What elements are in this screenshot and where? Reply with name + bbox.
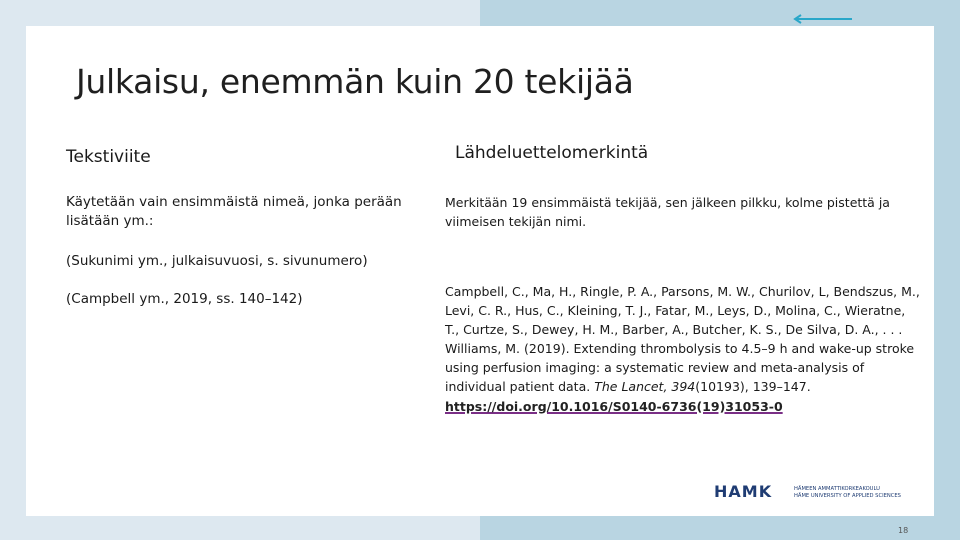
page-number: 18 (898, 526, 909, 535)
in-text-example: (Campbell ym., 2019, ss. 140–142) (66, 291, 303, 307)
in-text-citation-heading: Tekstiviite (66, 147, 151, 167)
logo-brand: HAMK (714, 483, 773, 499)
reference-entry (445, 282, 923, 416)
reference-text: Campbell, C., Ma, H., Ringle, P. A., Parsons, M. W., Churilov, L, Bendszus, M., Levi, C. R., Hus, C., Kleining, T. J., Fatar, M., Leys, D., Molina, C., Wieratne, T., Curtze, S., Dewey, H. M., Barber, A., Butcher, K. S., De Silva, D. A., . . . Williams, M. (2019). Extending thrombolysis to 4.5–9 h and wake-up stroke using perfusion imaging: a systematic review and meta-analysis of individual patient data. (445, 284, 920, 395)
reference-journal: The Lancet, 394 (594, 379, 696, 395)
reference-instruction: Merkitään 19 ensimmäistä tekijää, sen jälkeen pilkku, kolme pistettä ja viimeisen tekijän nimi. (445, 195, 890, 229)
hamk-logo (714, 483, 914, 499)
arrow-left-icon[interactable] (792, 13, 854, 25)
logo-line1: HÄMEEN AMMATTIKORKEAKOULU (794, 486, 880, 492)
reference-list-heading: Lähdeluettelomerkintä (455, 143, 649, 163)
in-text-instruction: Käytetään vain ensimmäistä nimeä, jonka perään lisätään ym.: (66, 194, 402, 229)
reference-issue-pages: (10193), 139–147. (695, 379, 811, 395)
slide-title: Julkaisu, enemmän kuin 20 tekijää (76, 62, 634, 101)
doi-link[interactable]: https://doi.org/10.1016/S0140-6736(19)31053-0 (445, 398, 783, 414)
logo-line2: HÄME UNIVERSITY OF APPLIED SCIENCES (794, 493, 901, 499)
in-text-pattern: (Sukunimi ym., julkaisuvuosi, s. sivunumero) (66, 253, 368, 269)
